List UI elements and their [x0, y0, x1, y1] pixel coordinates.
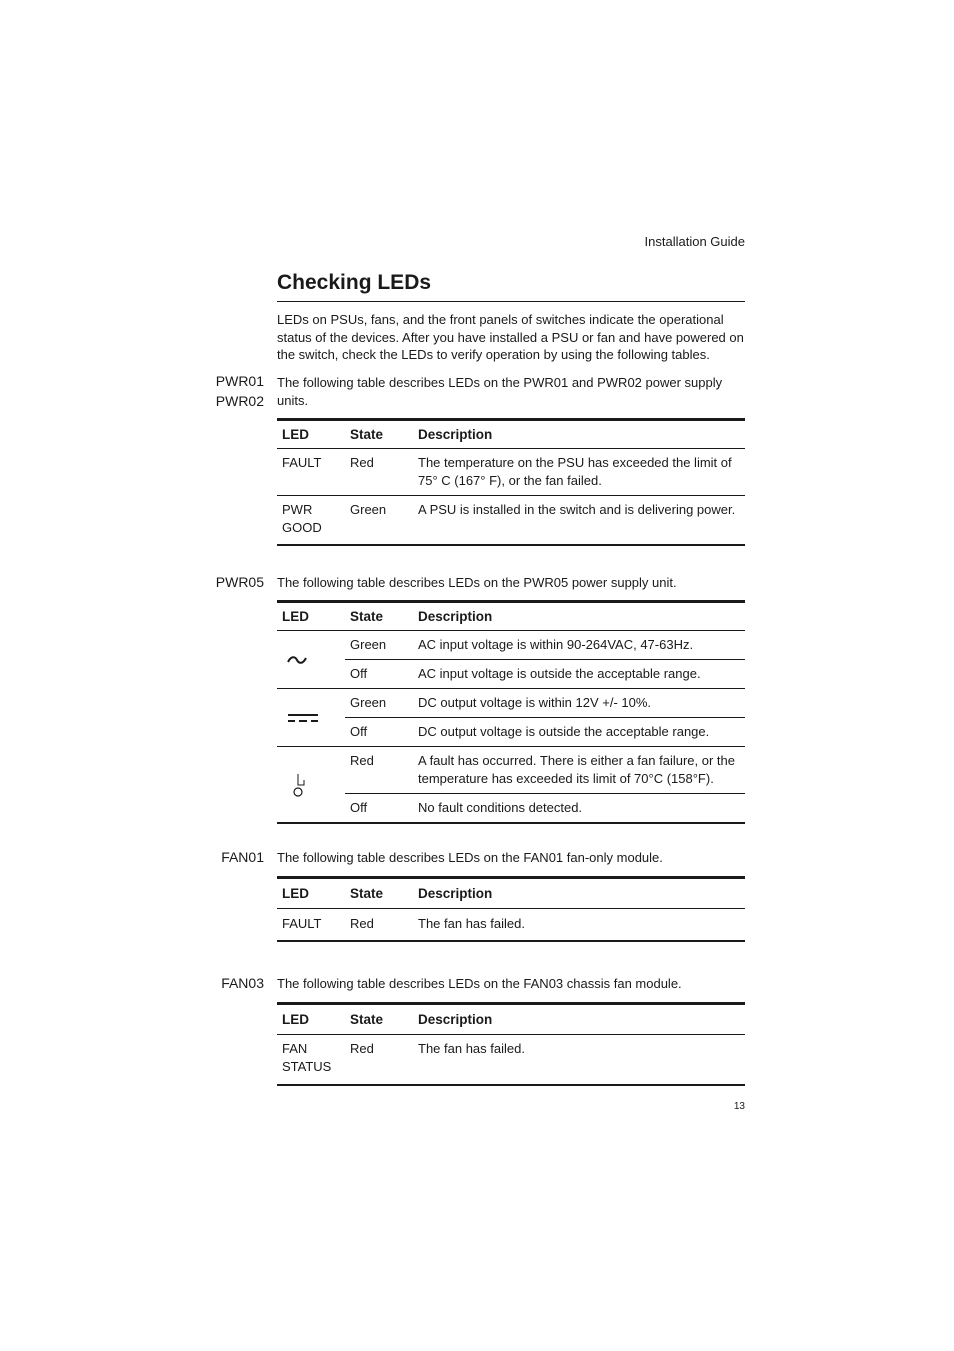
side-label-pwr01: PWR01: [215, 373, 264, 389]
col-led: LED: [277, 1004, 345, 1035]
col-state: State: [345, 878, 413, 909]
table-row: [277, 689, 745, 718]
description-cell: The fan has failed.: [418, 916, 525, 931]
col-state: State: [345, 420, 413, 449]
description-cell: No fault conditions detected.: [413, 794, 745, 824]
intro-paragraph: LEDs on PSUs, fans, and the front panels of switches indicate the operational status of the devices. After you have installed a PSU or fan and have powered on the switch, check the LEDs to verify operation by using the following tables.: [277, 312, 744, 362]
description-cell: A fault has occurred. There is either a fan failure, or the temperature has exceeded its limit of 70°C (158°F).: [413, 747, 745, 794]
pwr05-description: The following table describes LEDs on the PWR05 power supply unit.: [277, 575, 677, 590]
description-cell: DC output voltage is within 12V +/- 10%.: [413, 689, 745, 718]
description-cell: AC input voltage is outside the acceptable range.: [413, 660, 745, 689]
state-cell: Red: [350, 916, 374, 931]
table-row: [277, 909, 745, 942]
description-cell: DC output voltage is outside the acceptable range.: [413, 718, 745, 747]
state-cell: Off: [345, 718, 413, 747]
col-description: Description: [413, 602, 745, 631]
table-row: [277, 718, 745, 747]
table-header-row: [277, 602, 745, 631]
description-cell: AC input voltage is within 90-264VAC, 47-63Hz.: [418, 637, 694, 652]
led-cell: FAULT: [282, 455, 322, 470]
side-label-fan01: FAN01: [221, 849, 264, 865]
fan03-led-table: [277, 1002, 745, 1086]
fan01-led-table: [277, 876, 745, 942]
pwr05-led-table: [277, 600, 745, 824]
table-row: [277, 631, 745, 660]
fault-symbol-icon: [286, 770, 310, 800]
title-rule: [277, 301, 745, 302]
state-cell: Green: [350, 637, 387, 652]
led-cell: FAULT: [282, 916, 322, 931]
led-cell: PWR GOOD: [277, 496, 345, 546]
col-led: LED: [277, 420, 345, 449]
page-number: 13: [733, 1101, 745, 1112]
state-cell: Red: [350, 455, 374, 470]
state-cell: Off: [345, 660, 413, 689]
table-row: [277, 794, 745, 824]
col-led: LED: [277, 878, 345, 909]
table-row: [277, 660, 745, 689]
ac-tilde-icon: [286, 653, 308, 667]
col-state: State: [345, 602, 413, 631]
description-cell: A PSU is installed in the switch and is delivering power.: [413, 496, 745, 546]
table-header-row: [277, 878, 745, 909]
running-header: Installation Guide: [644, 234, 745, 249]
table-row: [277, 747, 745, 794]
side-label-fan03: FAN03: [221, 975, 264, 991]
pwr0102-description: The following table describes LEDs on the PWR01 and PWR02 power supply units.: [277, 375, 723, 408]
ac-led-cell: [277, 631, 345, 689]
section-title: Checking LEDs: [277, 271, 432, 294]
description-cell: The temperature on the PSU has exceeded the limit of 75° C (167° F), or the fan failed.: [418, 455, 732, 488]
description-cell: The fan has failed.: [418, 1041, 525, 1056]
pwr0102-led-table: [277, 418, 745, 546]
col-description: Description: [413, 1004, 745, 1035]
side-label-pwr02: PWR02: [215, 393, 264, 409]
table-row: [277, 1035, 745, 1086]
fan01-description: The following table describes LEDs on the FAN01 fan-only module.: [277, 850, 663, 865]
table-header-row: [277, 420, 745, 449]
table-row: [277, 449, 745, 496]
col-led: LED: [277, 602, 345, 631]
led-cell: FAN STATUS: [282, 1041, 332, 1074]
state-cell: Green: [345, 689, 413, 718]
table-header-row: [277, 1004, 745, 1035]
dc-led-cell: [277, 689, 345, 747]
fan03-description: The following table describes LEDs on the FAN03 chassis fan module.: [277, 976, 682, 991]
col-description: Description: [413, 420, 745, 449]
state-cell: Green: [345, 496, 413, 546]
dc-symbol-icon: [286, 711, 320, 725]
state-cell: Off: [345, 794, 413, 824]
state-cell: Red: [345, 747, 413, 794]
col-description: Description: [413, 878, 745, 909]
table-row: [277, 496, 745, 546]
col-state: State: [345, 1004, 413, 1035]
state-cell: Red: [350, 1041, 374, 1056]
fault-led-cell: [277, 747, 345, 824]
side-label-pwr05: PWR05: [215, 574, 264, 590]
